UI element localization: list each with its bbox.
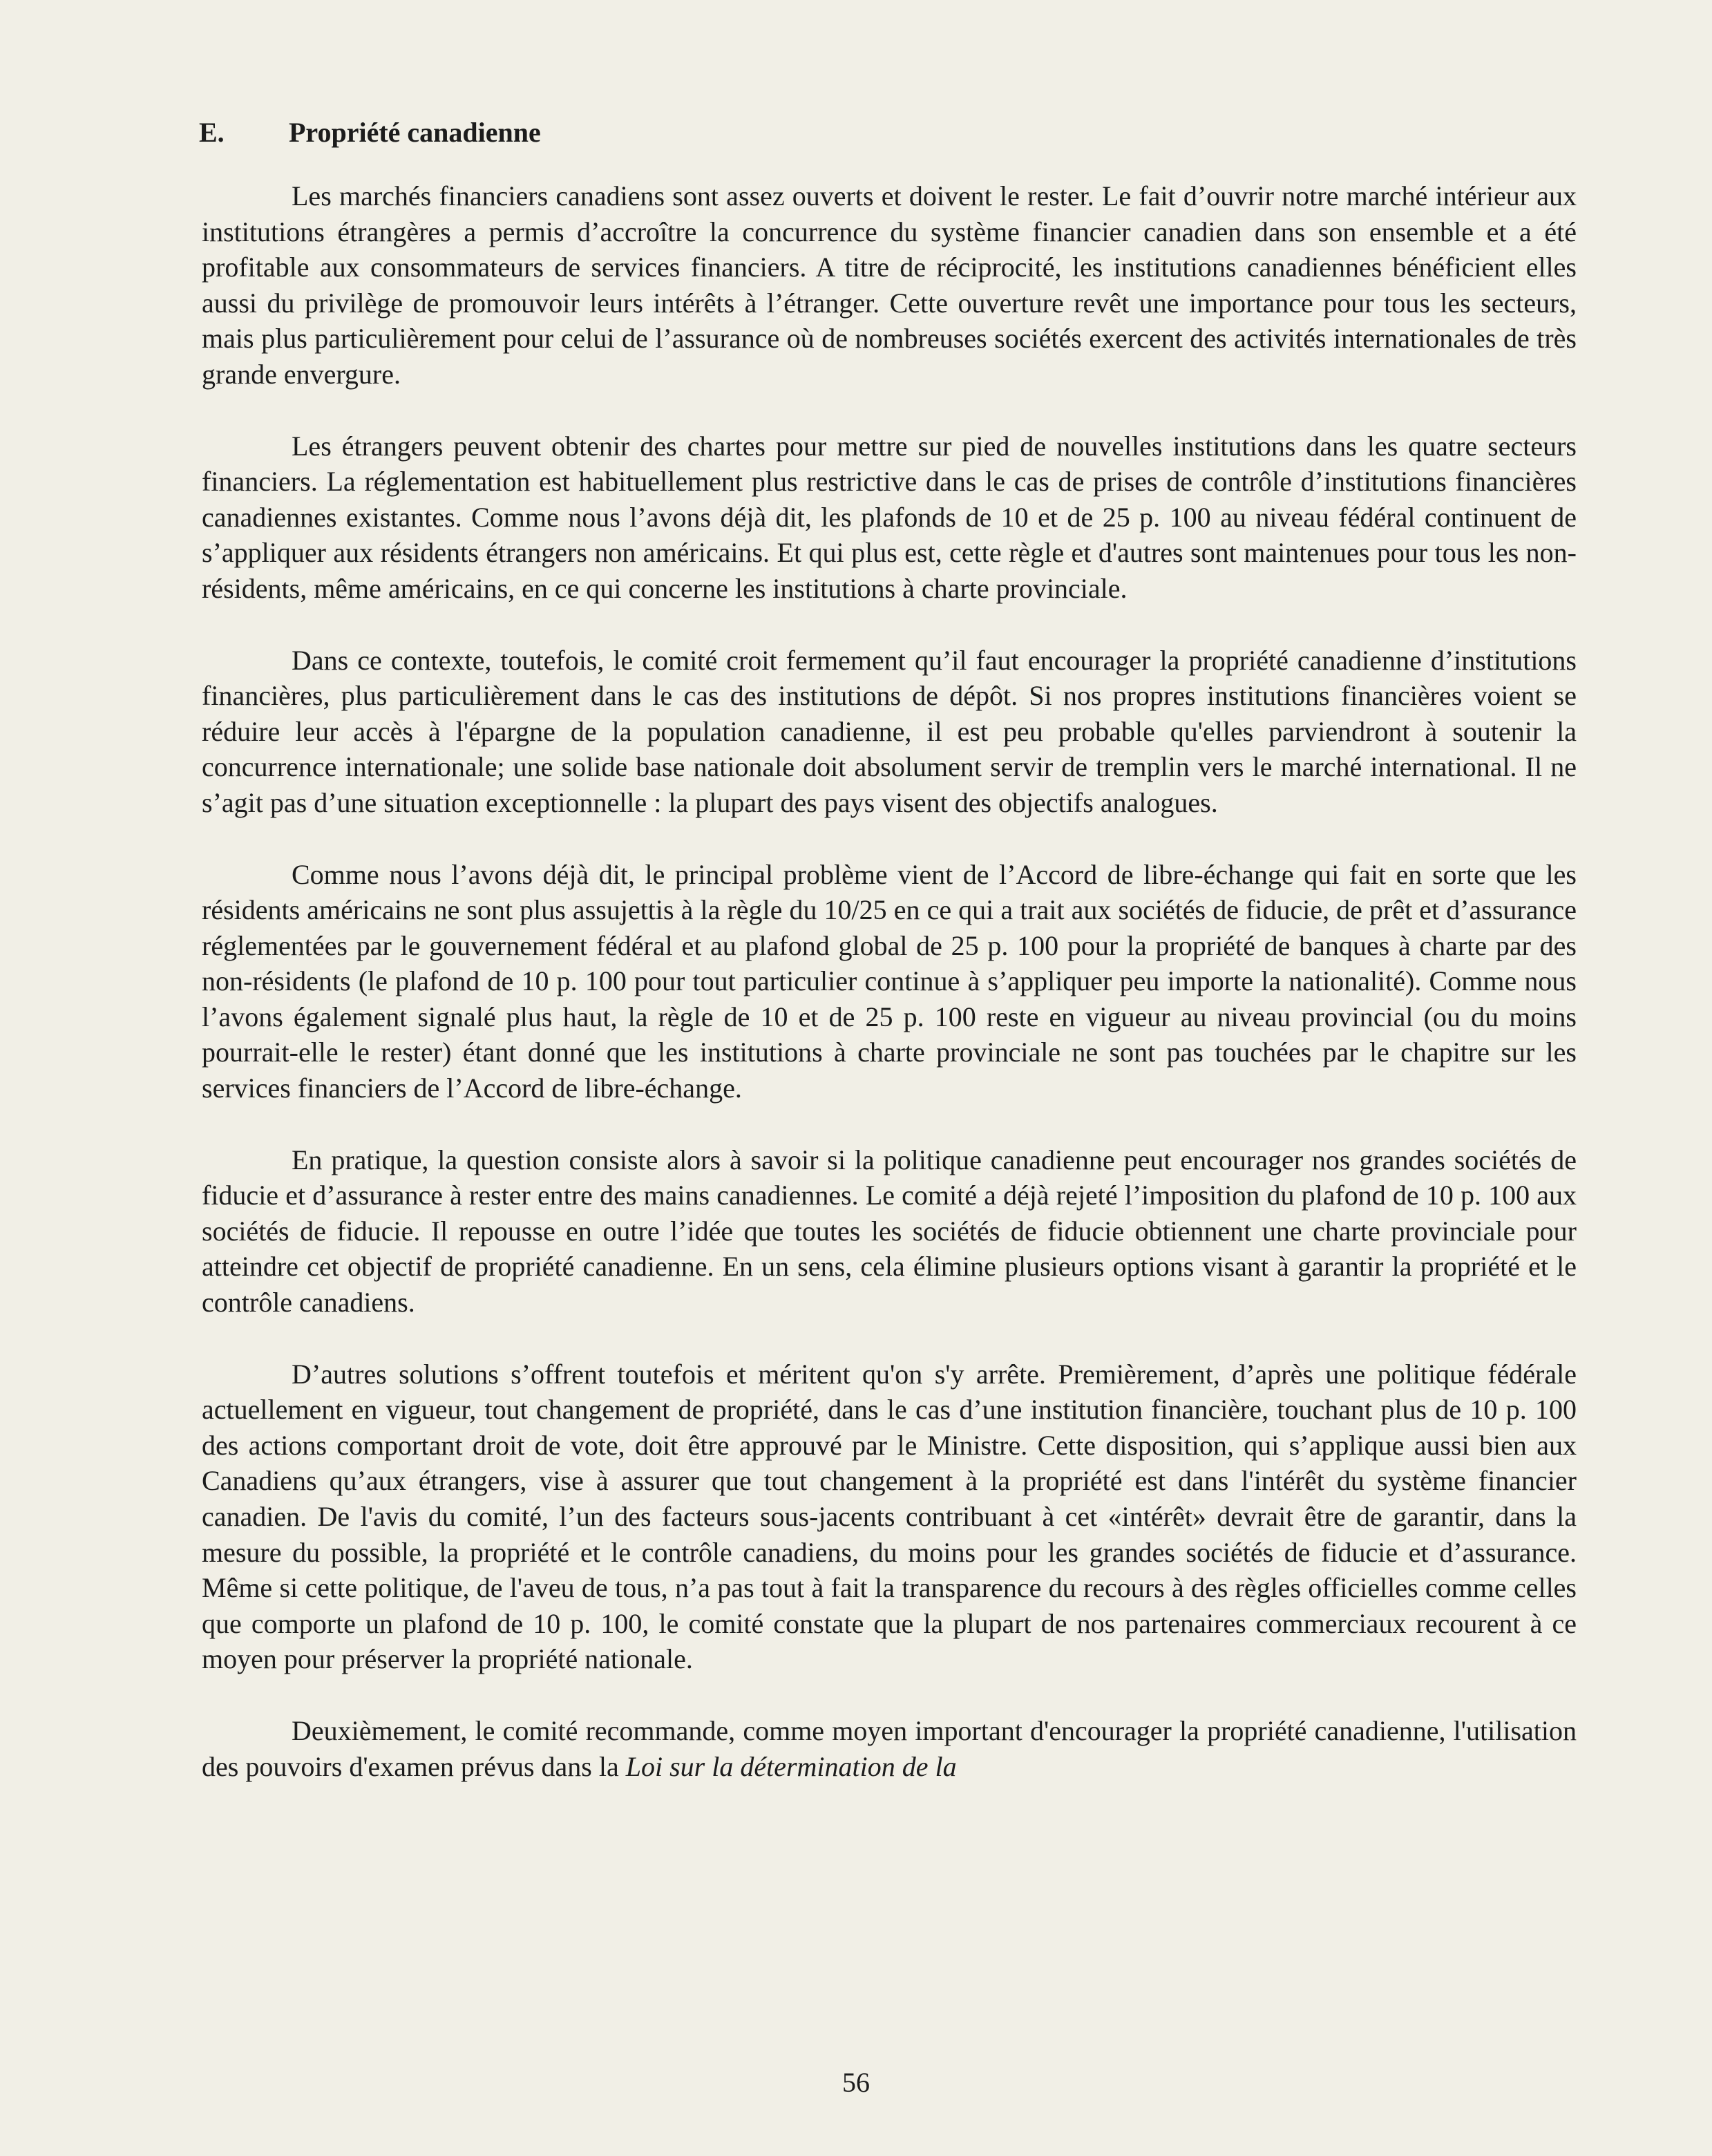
section-letter: E.: [199, 117, 225, 148]
paragraph-last: [202, 1713, 1577, 1784]
law-title-italic: Loi sur la détermination de la: [625, 1750, 957, 1782]
page-number: 56: [842, 2067, 870, 2098]
paragraph: Les marchés financiers canadiens sont assez ouverts et doivent le rester. Le fait d’ouvrir notre marché intérieur aux institutions étrangères a permis d’accroître la concurrence du système financier canadien dans son ensemble et a été profitable aux consommateurs de services financiers. A titre de réciprocité, les institutions canadiennes bénéficient elles aussi du privilège de promouvoir leurs intérêts à l’étranger. Cette ouverture revêt une importance pour tous les secteurs, mais plus particulièrement pour celui de l’assurance où de nombreuses sociétés exercent des activités internationales de très grande envergure.: [202, 180, 1577, 390]
paragraph: D’autres solutions s’offrent toutefois et méritent qu'on s'y arrête. Premièrement, d’après une politique fédérale actuellement en vigueur, tout changement de propriété, dans le cas d’une institution financière, touchant plus de 10 p. 100 des actions comportant droit de vote, doit être approuvé par le Ministre. Cette disposition, qui s’applique aussi bien aux Canadiens qu’aux étrangers, vise à assurer que tout changement à la propriété est dans l'intérêt du système financier canadien. De l'avis du comité, l’un des facteurs sous-jacents contribuant à cet «intérêt» devrait être de garantir, dans la mesure du possible, la propriété et le contrôle canadiens, du moins pour les grandes sociétés de fiducie et d’assurance. Même si cette politique, de l'aveu de tous, n’a pas tout à fait la transparence du recours à des règles officielles comme celles que comporte un plafond de 10 p. 100, le comité constate que la plupart de nos partenaires commerciaux recourent à ce moyen pour préserver la propriété nationale.: [202, 1358, 1577, 1675]
paragraph: Les étrangers peuvent obtenir des chartes pour mettre sur pied de nouvelles institutions dans les quatre secteurs financiers. La réglementation est habituellement plus restrictive dans le cas de prises de contrôle d’institutions financières canadiennes existantes. Comme nous l’avons déjà dit, les plafonds de 10 et de 25 p. 100 au niveau fédéral continuent de s’appliquer aux résidents étrangers non américains. Et qui plus est, cette règle et d'autres sont maintenues pour tous les non-résidents, même américains, en ce qui concerne les institutions à charte provinciale.: [202, 430, 1577, 604]
paragraph: Dans ce contexte, toutefois, le comité croit fermement qu’il faut encourager la propriété canadienne d’institutions financières, plus particulièrement dans le cas des institutions de dépôt. Si nos propres institutions financières voient se réduire leur accès à l'épargne de la population canadienne, il est peu probable qu'elles parviendront à soutenir la concurrence internationale; une solide base nationale doit absolument servir de tremplin vers le marché international. Il ne s’agit pas d’une situation exceptionnelle : la plupart des pays visent des objectifs analogues.: [202, 644, 1577, 818]
paragraph: Comme nous l’avons déjà dit, le principal problème vient de l’Accord de libre-échange qui fait en sorte que les résidents américains ne sont plus assujettis à la règle du 10/25 en ce qui a trait aux sociétés de fiducie, de prêt et d’assurance réglementées par le gouvernement fédéral et au plafond global de 25 p. 100 pour la propriété de banques à charte par des non-résidents (le plafond de 10 p. 100 pour tout particulier continue à s’appliquer peu importe la nationalité). Comme nous l’avons également signalé plus haut, la règle de 10 et de 25 p. 100 reste en vigueur au niveau provincial (ou du moins pourrait-elle le rester) étant donné que les institutions à charte provinciale ne sont pas touchées par le chapitre sur les services financiers de l’Accord de libre-échange.: [202, 858, 1577, 1104]
paragraph: En pratique, la question consiste alors à savoir si la politique canadienne peut encourager nos grandes sociétés de fiducie et d’assurance à rester entre des mains canadiennes. Le comité a déjà rejeté l’imposition du plafond de 10 p. 100 aux sociétés de fiducie. Il repousse en outre l’idée que toutes les sociétés de fiducie obtiennent une charte provinciale pour atteindre cet objectif de propriété canadienne. En un sens, cela élimine plusieurs options visant à garantir la propriété et le contrôle canadiens.: [202, 1144, 1577, 1318]
paragraph-last-text: Deuxièmement, le comité recommande, comme moyen important d'encourager la propriété canadienne, l'utilisation des pouvoirs d'examen prévus dans la: [202, 1714, 1577, 1782]
section-heading: [199, 116, 541, 149]
body-text: [202, 178, 1577, 1784]
section-title: Propriété canadienne: [289, 117, 541, 148]
